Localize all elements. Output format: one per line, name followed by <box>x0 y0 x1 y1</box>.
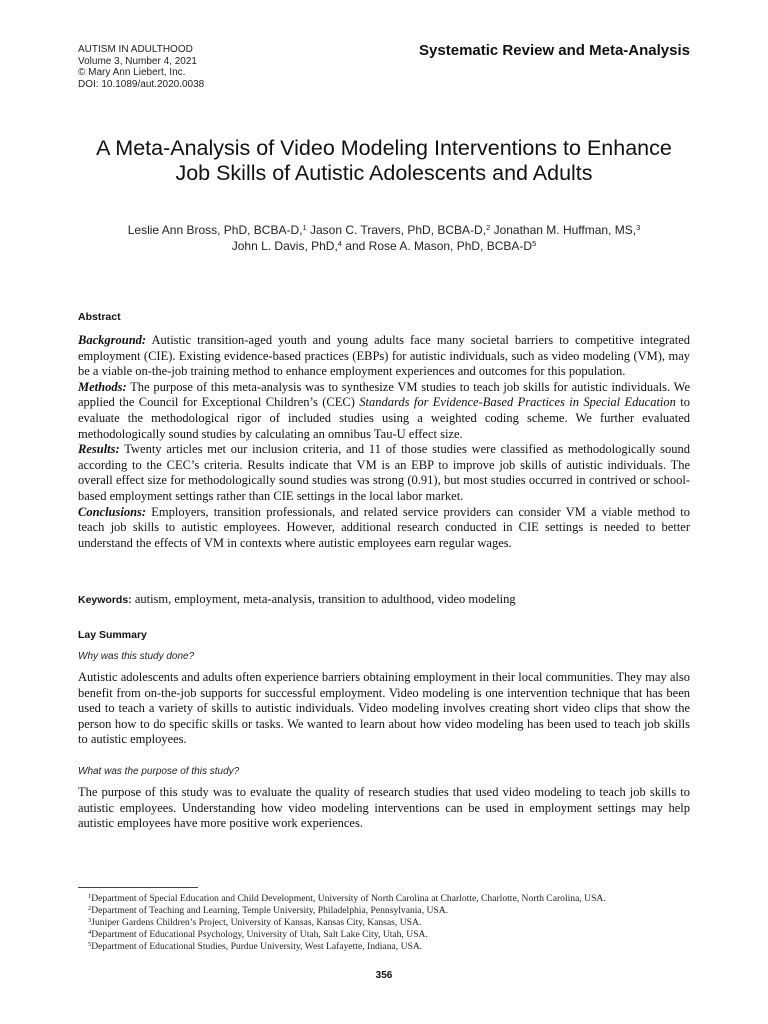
author-name: Jason C. Travers, PhD, BCBA-D, <box>310 223 487 237</box>
title-line-1: A Meta-Analysis of Video Modeling Interventions to Enhance <box>96 136 672 160</box>
footnote: $^5$Department of Educational Studies, Purdue University, West Lafayette, Indiana, USA. <box>88 941 423 952</box>
lay-summary-heading: Lay Summary <box>78 629 147 641</box>
lay-summary-question-1: Why was this study done? <box>78 651 195 662</box>
footnote: $^3$Juniper Gardens Children’s Project, University of Kansas, Kansas City, Kansas, USA. <box>88 917 422 928</box>
title-line-2: Job Skills of Autistic Adolescents and Adults <box>175 161 593 185</box>
lay-summary-answer-1: Autistic adolescents and adults often experience barriers obtaining employment in their local communities. They may also benefit from on-the-job supports for successful employment. Video modeling is one intervention technique that has been used to teach a variety of skills to autistic individuals. Video modeling involves creating short video clips that show the person how to do specific skills or tasks. We wanted to learn about how video modeling has been used to teach job skills to autistic employees. <box>78 670 690 747</box>
page-number: 356 <box>375 970 393 981</box>
keywords-text: autism, employment, meta-analysis, transition to adulthood, video modeling <box>134 592 516 606</box>
lay-summary-answer-2: The purpose of this study was to evaluate the quality of research studies that used video modeling to teach job skills to autistic employees. Understanding how video modeling interventions can be used in employment settings may help autistic employees have more positive work experiences. <box>78 785 690 831</box>
author-name: John L. Davis, PhD, <box>231 239 338 253</box>
abstract-background: Background: Autistic transition-aged youth and young adults face many societal barriers to competitive integrated employment (CIE). Existing evidence-based practices (EBPs) for autistic individuals, such as video modeling (VM), may be a viable on-the-job training method to enhance employment experiences and outcomes for this population. <box>78 333 690 379</box>
author-name: Rose A. Mason, PhD, BCBA-D <box>368 239 533 253</box>
author-affiliation: 2 <box>486 223 491 232</box>
author-affiliation: 5 <box>532 239 537 248</box>
footnote: $^2$Department of Teaching and Learning, Temple University, Philadelphia, Pennsylvania, USA. <box>88 905 449 916</box>
affiliation-footnotes <box>88 893 606 953</box>
footnote: $^1$Department of Special Education and Child Development, University of North Carolina at Charlotte, Charlotte, North Carolina, USA. <box>88 893 606 904</box>
footnote-divider <box>78 887 198 888</box>
abstract-heading: Abstract <box>78 311 121 323</box>
author-line-2: John L. Davis, PhD,$^4$ and Rose A. Mason, PhD, BCBA-$D^5$ <box>231 239 537 253</box>
abstract-conclusions: Conclusions: Employers, transition professionals, and related service providers can consider VM a viable method to teach job skills to autistic employees. However, additional research conducted in CIE settings is needed to better understand the effects of VM in contexts where autistic employees earn regular wages. <box>78 504 691 550</box>
author-name: Jonathan M. Huffman, MS, <box>493 223 637 237</box>
article-title <box>40 136 728 186</box>
journal-copyright: © Mary Ann Liebert, Inc. <box>78 67 186 78</box>
author-affiliation: 1 <box>302 223 307 232</box>
footnote: $^4$Department of Educational Psychology, University of Utah, Salt Lake City, Utah, USA. <box>88 929 428 940</box>
journal-meta <box>78 44 204 90</box>
article-type: Systematic Review and Meta-Analysis <box>419 42 690 59</box>
journal-name: AUTISM IN ADULTHOOD <box>78 44 193 55</box>
journal-doi: DOI: 10.1089/aut.2020.0038 <box>78 78 205 90</box>
author-line-1 <box>40 222 728 238</box>
author-list <box>40 222 728 254</box>
author-name: Leslie Ann Bross, PhD, BCBA-D, <box>127 223 303 237</box>
keywords-label: Keywords: <box>78 594 132 606</box>
abstract-methods: Methods: The purpose of this meta-analysis was to synthesize VM studies to teach job skills for autistic individuals. We applied the Council for Exceptional Children’s (CEC) Standards for Evidence-Based Practices in Special Education to evaluate the methodological rigor of included studies using a weighted coding scheme. We further evaluated methodologically sound studies by calculating an omnibus Tau-U effect size. <box>78 379 691 441</box>
abstract-results: Results: Twenty articles met our inclusion criteria, and 11 of those studies were classified as methodologically sound according to the CEC’s criteria. Results indicate that VM is an EBP to improve job skills of autistic individuals. The overall effect size for methodologically sound studies was strong (0.91), but most studies occurred in contrived or school-based employment settings rather than CIE settings in the local labor market. <box>78 442 690 503</box>
lay-summary-question-2: What was the purpose of this study? <box>78 766 240 777</box>
keywords <box>78 592 690 607</box>
author-affiliation: 4 <box>337 239 342 248</box>
journal-volume: Volume 3, Number 4, 2021 <box>78 55 197 67</box>
author-affiliation: 3 <box>636 223 641 232</box>
abstract-body <box>78 333 690 551</box>
